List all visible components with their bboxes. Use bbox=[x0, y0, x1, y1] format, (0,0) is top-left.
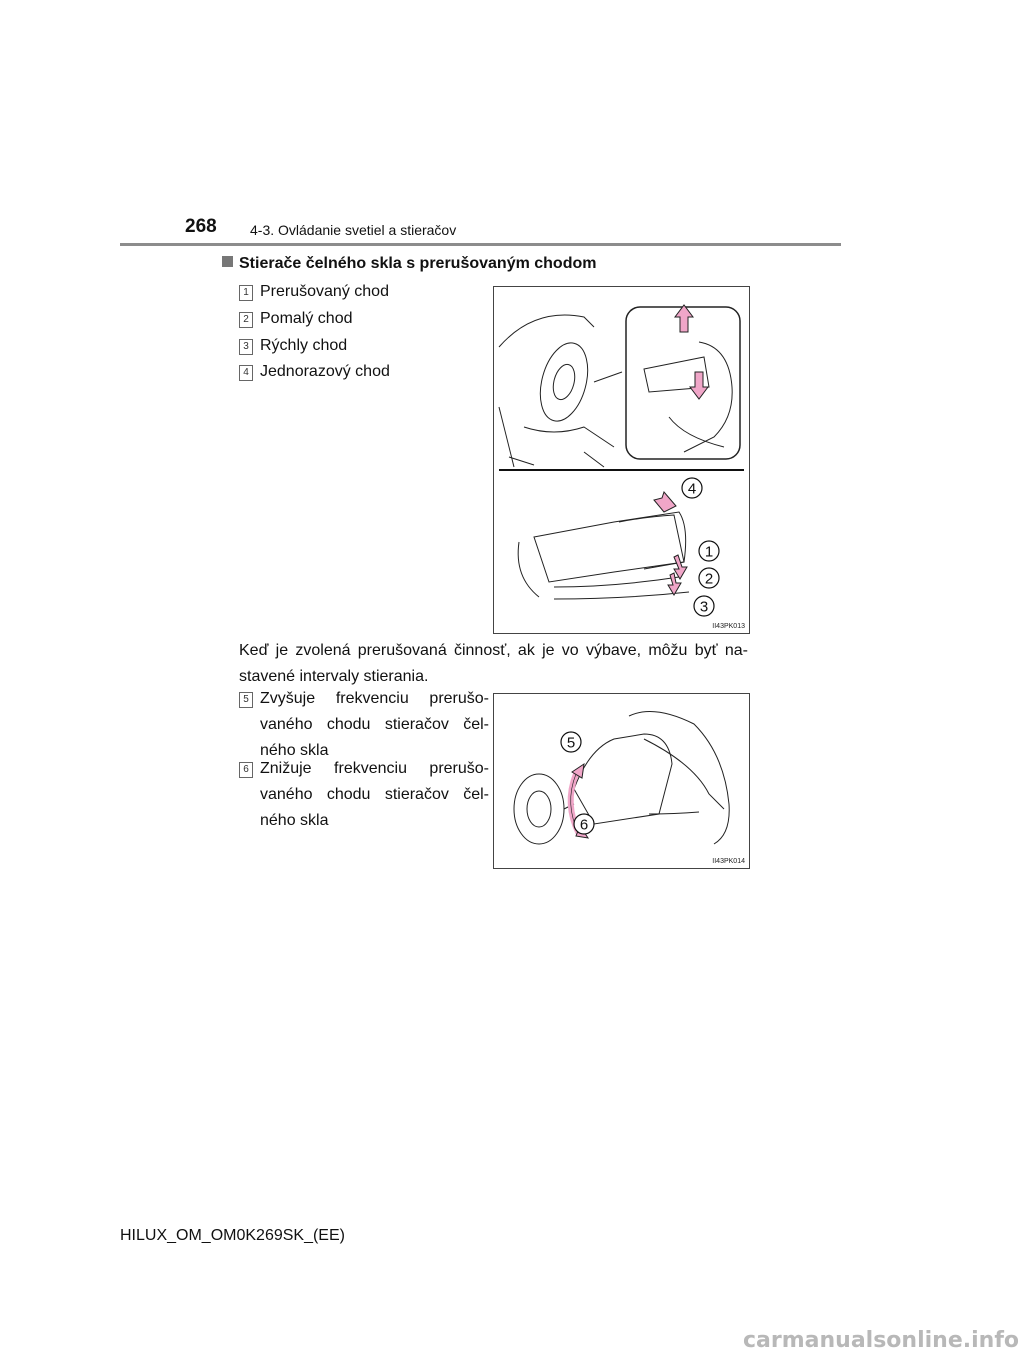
step-number-badge: 4 bbox=[239, 365, 253, 381]
callout-number: 4 bbox=[687, 480, 697, 498]
watermark: carmanualsonline.info bbox=[743, 1328, 1019, 1353]
callout-number: 3 bbox=[699, 598, 709, 616]
list-item-label: Rýchly chod bbox=[260, 337, 348, 354]
callout-number: 1 bbox=[704, 543, 714, 561]
callout-number: 6 bbox=[579, 816, 589, 834]
figure-wiper-interval-ring bbox=[493, 693, 750, 869]
step-number-badge: 1 bbox=[239, 285, 253, 301]
section-title: 4-3. Ovládanie svetiel a stieračov bbox=[250, 222, 457, 238]
list-item-label: Zvyšuje frekvenciu prerušo-vaného chodu stieračov čel-ného skla bbox=[260, 690, 489, 759]
paragraph-interval-note: Keď je zvolená prerušovaná činnosť, ak je vo výbave, môžu byť na-stavené intervaly stierania. bbox=[239, 642, 748, 685]
footer-manual-code: HILUX_OM_OM0K269SK_(EE) bbox=[120, 1227, 345, 1244]
list-item-label: Znižuje frekvenciu prerušo-vaného chodu stieračov čel-ného skla bbox=[260, 760, 489, 829]
header-rule bbox=[120, 243, 841, 246]
step-number-badge: 3 bbox=[239, 339, 253, 355]
callout-number: 5 bbox=[566, 734, 576, 752]
section-heading bbox=[222, 255, 596, 273]
wiper-ring-illustration bbox=[494, 694, 749, 868]
square-bullet-icon bbox=[222, 256, 233, 267]
step-number-badge: 6 bbox=[239, 762, 253, 778]
list-item-label: Jednorazový chod bbox=[260, 363, 390, 380]
list-item-label: Pomalý chod bbox=[260, 310, 353, 327]
list-item-label: Prerušovaný chod bbox=[260, 283, 389, 300]
figure-wiper-lever-positions bbox=[493, 286, 750, 634]
figure-code: II43PK014 bbox=[712, 858, 745, 865]
callout-number: 2 bbox=[704, 570, 714, 588]
section-heading-text: Stierače čelného skla s prerušovaným chodom bbox=[239, 255, 597, 272]
step-number-badge: 2 bbox=[239, 312, 253, 328]
wiper-lever-illustration bbox=[494, 287, 749, 633]
page-number: 268 bbox=[185, 216, 217, 237]
step-number-badge: 5 bbox=[239, 692, 253, 708]
figure-code: II43PK013 bbox=[712, 623, 745, 630]
